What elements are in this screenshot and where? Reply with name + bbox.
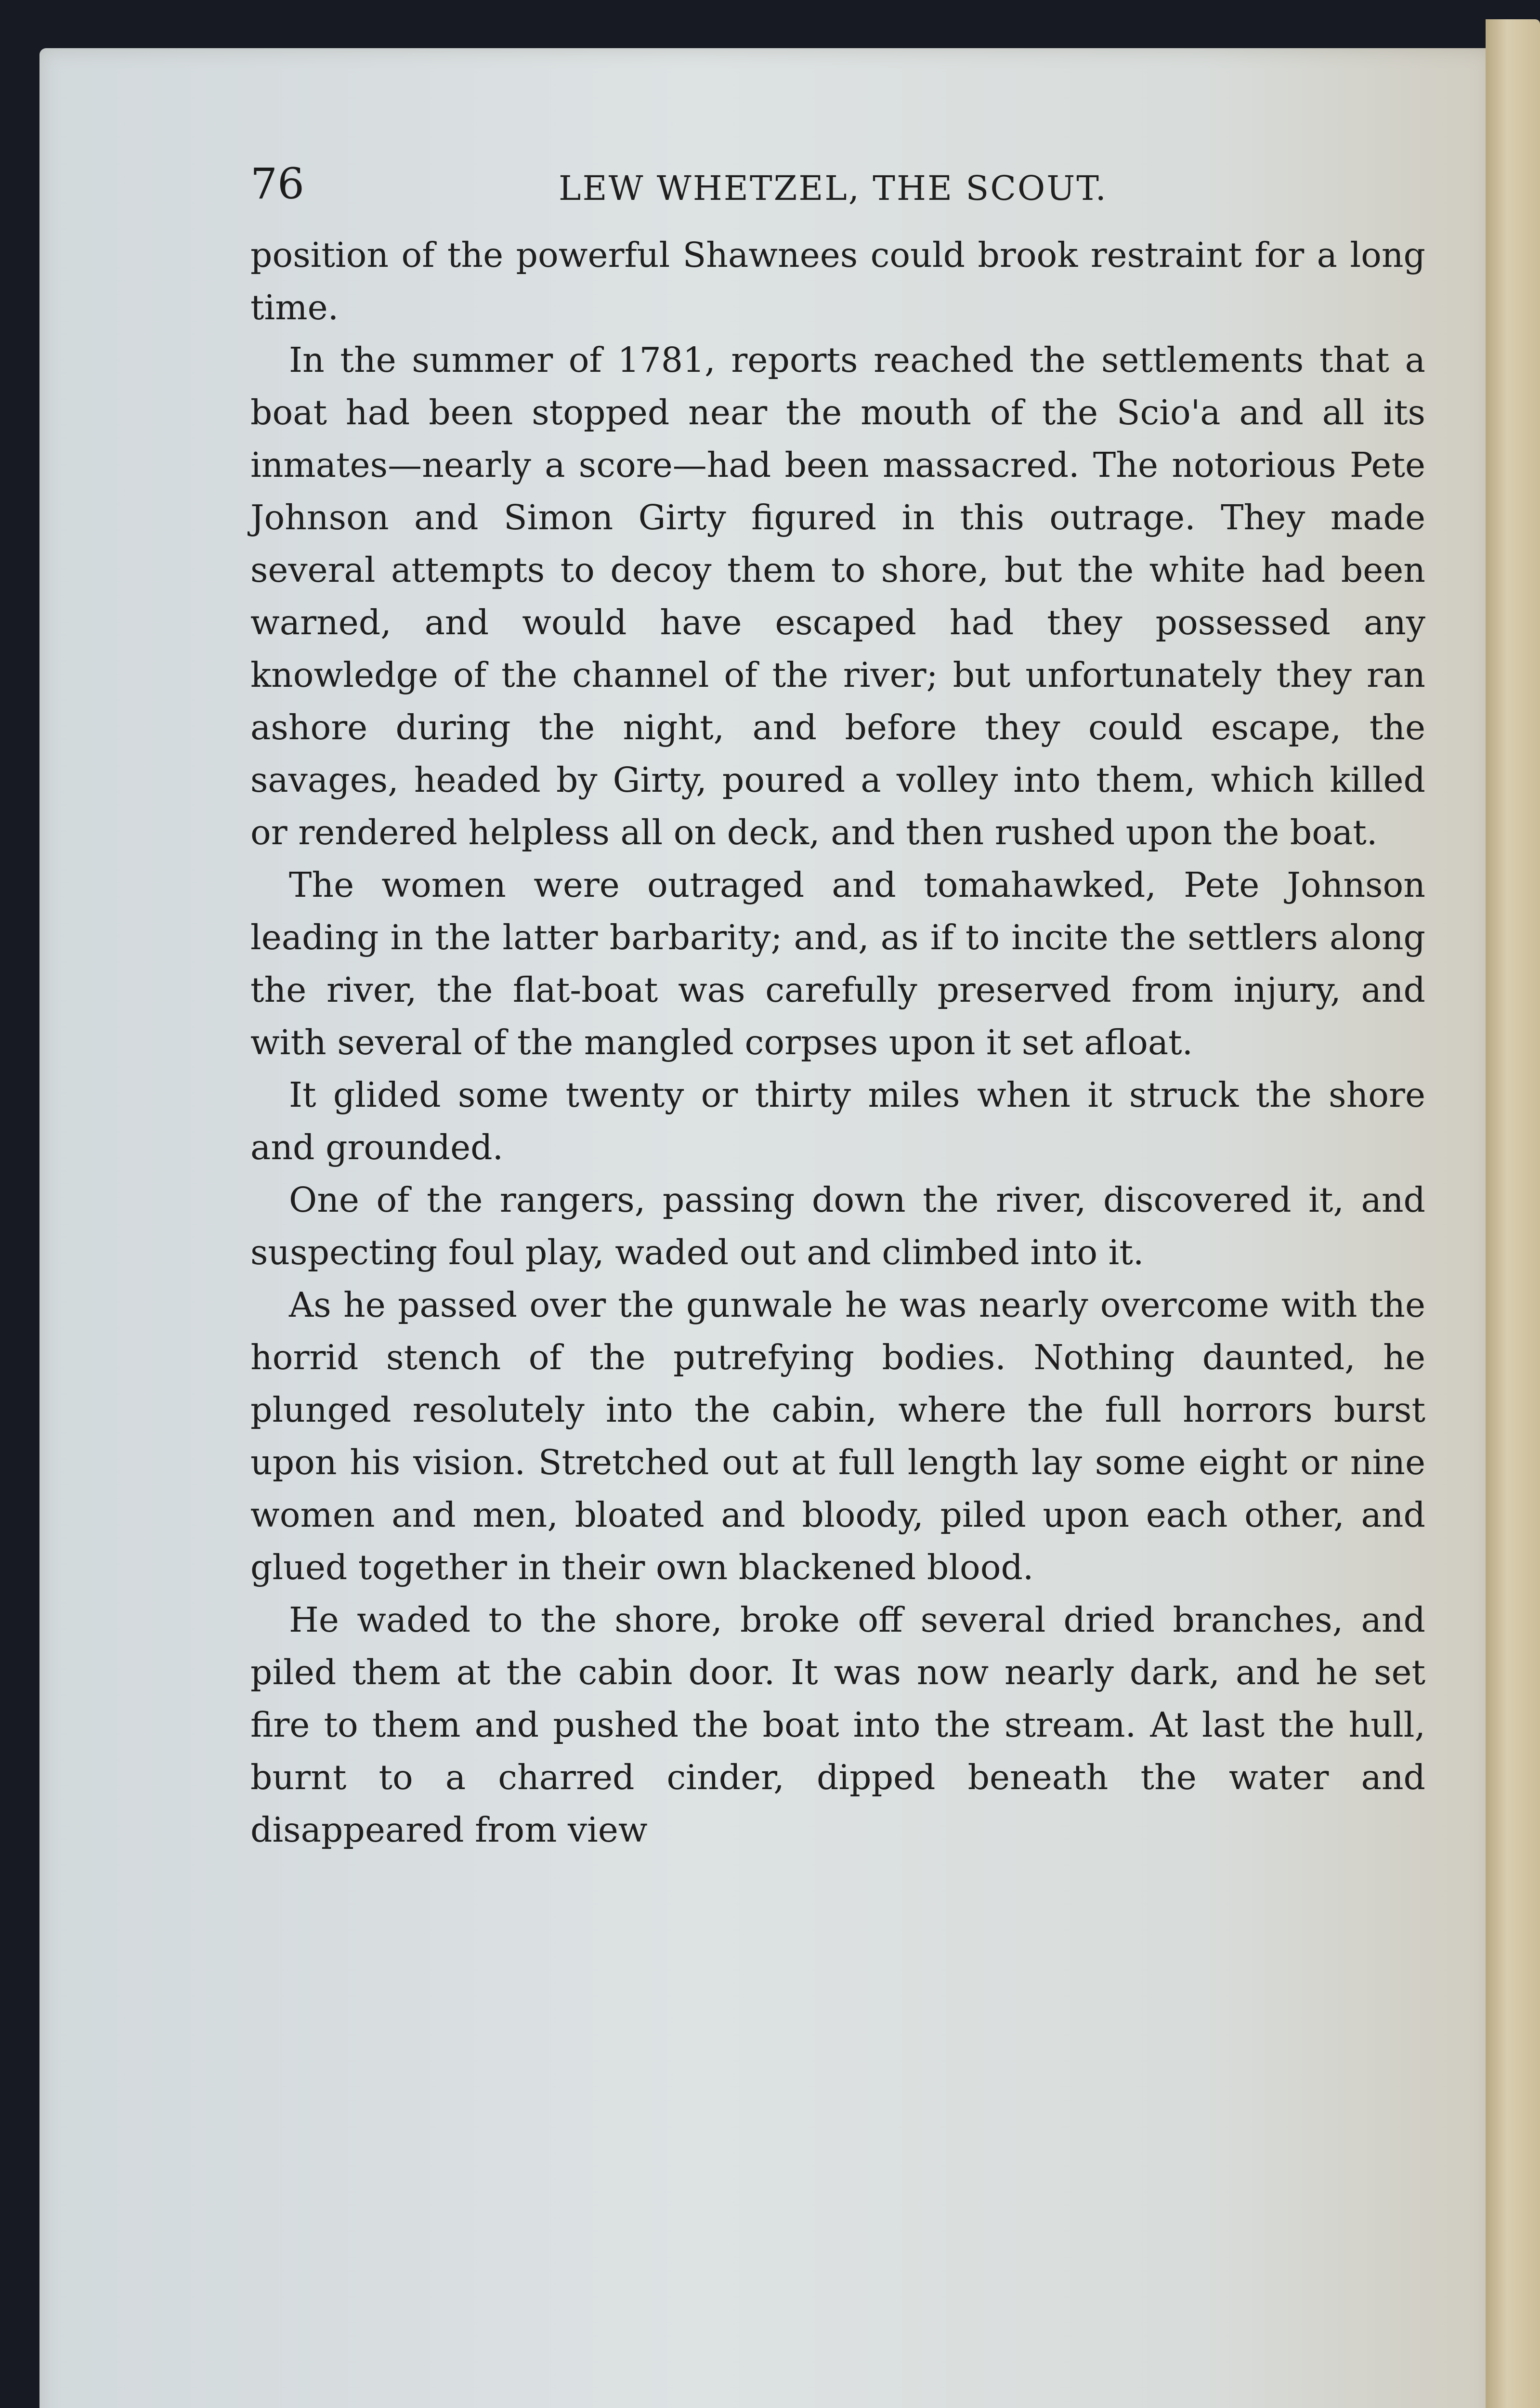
paragraph: position of the powerful Shawnees could brook restraint for a long time.	[250, 235, 1425, 327]
paragraph: The women were outraged and tomahawked, Pete Johnson leading in the latter barbarity; and, as if to incite the settlers along the river, the flat-boat was carefully preserved from injury, and with several of the mangled corpses upon it set afloat.	[250, 865, 1425, 1062]
running-title: LEW WHETZEL, THE SCOUT.	[559, 169, 1108, 208]
book-page-edge	[1486, 19, 1540, 2408]
paragraph: As he passed over the gunwale he was nearly overcome with the horrid stench of the putrefying bodies. Nothing daunted, he plunged resolutely into the cabin, where the full horrors burst upon his vision. Stretched out at full length lay some eight or nine women and men, bloated and bloody, piled upon each other, and glued together in their own blackened blood.	[250, 1285, 1425, 1587]
body-text	[250, 229, 1425, 1856]
page-header	[250, 159, 1425, 231]
page-number: 76	[250, 159, 304, 209]
paragraph: One of the rangers, passing down the river, discovered it, and suspecting foul play, waded out and climbed into it.	[250, 1180, 1425, 1272]
paragraph: It glided some twenty or thirty miles when it struck the shore and grounded.	[250, 1075, 1425, 1167]
paragraph: He waded to the shore, broke off several dried branches, and piled them at the cabin door. It was now nearly dark, and he set fire to them and pushed the boat into the stream. At last the hull, burnt to a charred cinder, dipped beneath the water and disappeared from view	[250, 1600, 1425, 1850]
paragraph: In the summer of 1781, reports reached the settlements that a boat had been stopped near the mouth of the Scio'a and all its inmates—nearly a score—had been massacred. The notorious Pete Johnson and Simon Girty figured in this outrage. They made several attempts to decoy them to shore, but the white had been warned, and would have escaped had they possessed any knowledge of the channel of the river; but unfortunately they ran ashore during the night, and before they could escape, the savages, headed by Girty, poured a volley into them, which killed or rendered helpless all on deck, and then rushed upon the boat.	[250, 340, 1425, 852]
